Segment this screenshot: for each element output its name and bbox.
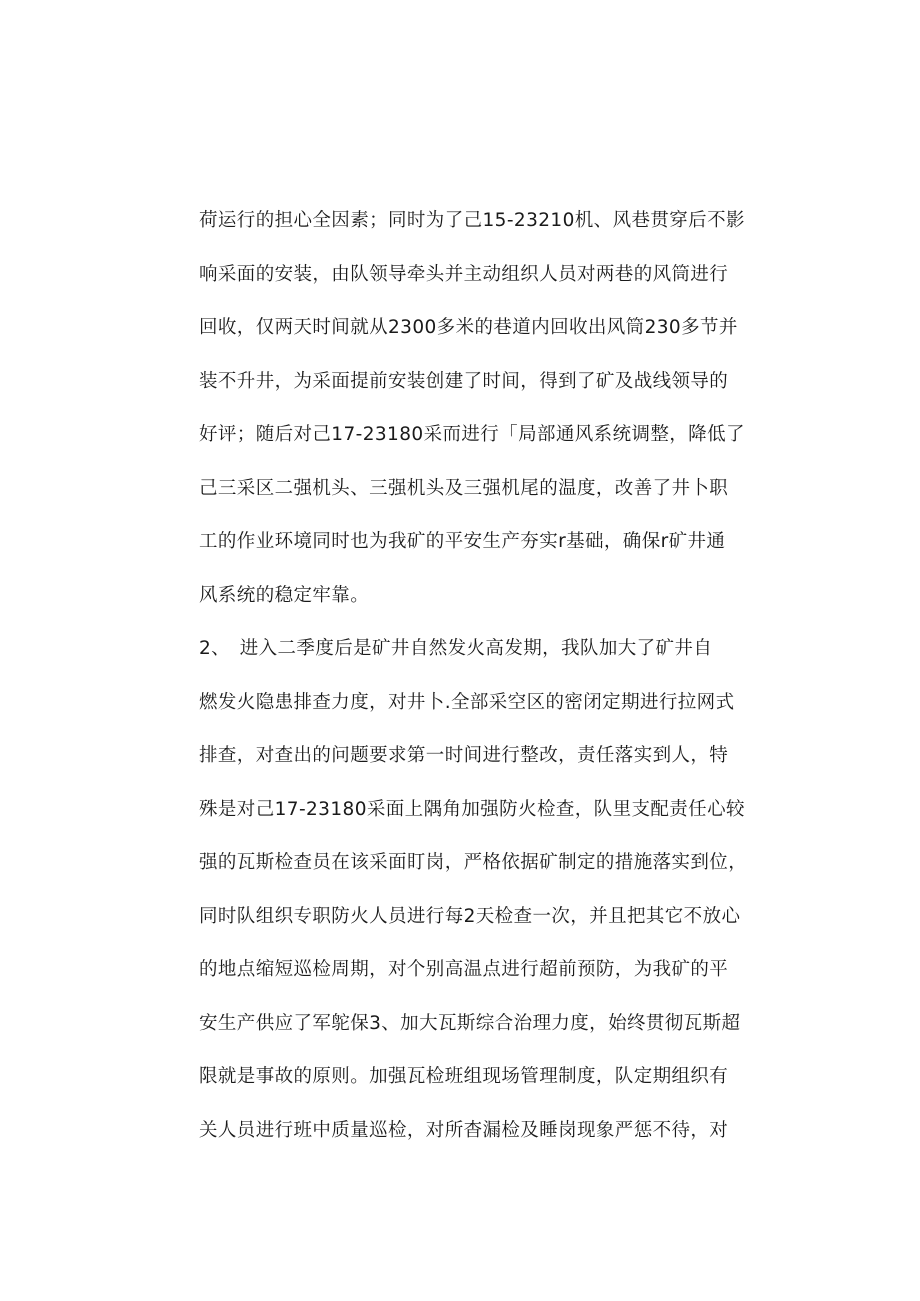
text-line: 的地点缩短巡检周期，对个别高温点进行超前预防，为我矿的平 (199, 959, 729, 980)
document-body (199, 198, 748, 1161)
text-line: 好评；随后对己17-23180采而进行「局部通风系统调整，降低了 (199, 424, 745, 445)
text-line: 燃发火隐患排查力度，对井卜.全部采空区的密闭定期进行拉网式 (199, 691, 735, 713)
text-line: 回收，仅两天时间就从2300多米的巷道内回收出风筒230多节并 (199, 317, 738, 338)
text-line: 安生产供应了军鸵保3、加大瓦斯综合治理力度，始终贯彻瓦斯超 (199, 1012, 741, 1034)
text-line: 2、 进入二季度后是矿井自然发火高发期，我队加大了矿井自 (199, 638, 713, 659)
text-line: 风系统的稳定牢靠。 (199, 584, 370, 606)
text-line: 装不升井，为采面提前安装创建了时间，得到了矿及战线领导的 (199, 370, 729, 392)
text-line: 排查，对查出的问题要求第一时间进行整改，责任落实到人，特 (199, 745, 729, 766)
text-line: 己三采区二强机头、三强机头及三强机尾的温度，改善了井卜职 (199, 477, 729, 499)
text-line: 关人员进行班中质量巡检，对所杳漏检及睡岗现象严惩不待，对 (199, 1119, 729, 1141)
text-line: 强的瓦斯检查员在该采面盯岗，严格依据矿制定的措施落实到位， (199, 852, 748, 873)
text-line: 殊是对己17-23180采面上隅角加强防火检查，队里支配责任心较 (199, 798, 745, 820)
text-line: 荷运行的担心全因素；同时为了己15-23210机、风巷贯穿后不影 (199, 210, 745, 231)
text-line: 同时队组织专职防火人员进行每2天检查一次，并且把其它不放心 (199, 905, 741, 927)
text-line: 响采面的安装，由队领导牵头并主动组织人员对两巷的风筒进行 (199, 263, 729, 285)
text-line: 限就是事故的原则。加强瓦检班组现场管理制度，队定期组织有 (199, 1066, 729, 1087)
text-line: 工的作业环境同时也为我矿的平安生产夯实r基础，确保r矿井通 (199, 531, 726, 552)
